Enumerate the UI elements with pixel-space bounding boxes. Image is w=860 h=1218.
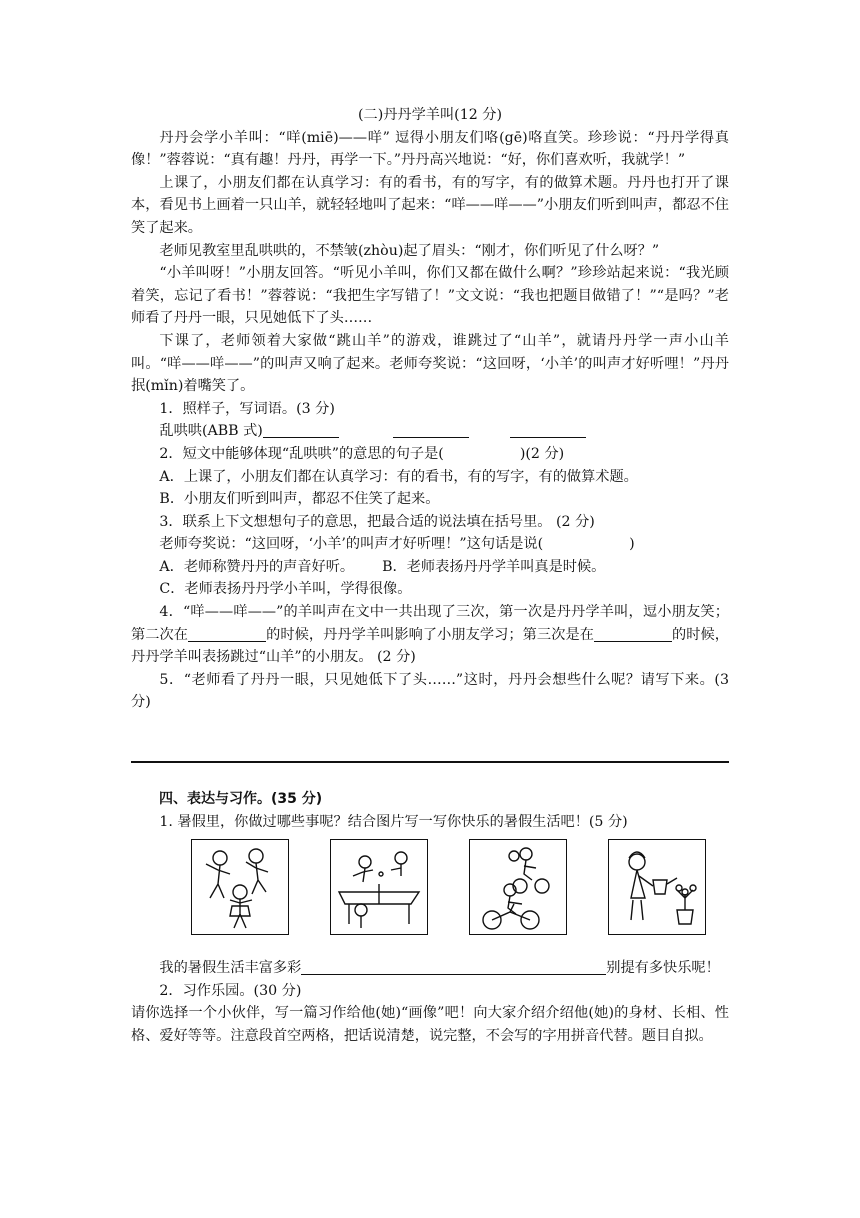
- question-3-close-paren: ): [629, 536, 635, 553]
- question-3-option-b[interactable]: B．老师表扬丹丹学羊叫真是时候。: [382, 558, 606, 575]
- section-divider: [131, 761, 729, 763]
- writing-question-2-text: 请你选择一个小伙伴，写一篇习作给他(她)“画像”吧！向大家介绍介绍他(她)的身材、长相、性格、爱好等等。注意段首空两格，把话说清楚，说完整，不会写的字用拼音代替。题目自拟。: [131, 1005, 729, 1044]
- answer-blank-1[interactable]: [263, 421, 339, 438]
- question-4: [131, 601, 729, 669]
- answer-blank-2[interactable]: [393, 421, 469, 438]
- passage-paragraph-5: 下课了，老师领着大家做“跳山羊”的游戏，谁跳过了“山羊”，就请丹丹学一声小山羊叫。“咩——咩——”的叫声又响了起来。老师夸奖说：“这回呀，‘小羊’的叫声才好听哩！”丹丹抿(mǐn)着嘴笑了。: [131, 332, 729, 395]
- question-4-part-3: 的时候，丹丹学羊叫表扬跳过“山羊”的小朋友。 (2 分): [131, 626, 729, 666]
- question-3-stem: 3．联系上下文想想句子的意思，把最合适的说法填在括号里。 (2 分): [159, 513, 595, 530]
- question-5: 5．“老师看了丹丹一眼，只见她低下了头……”这时，丹丹会想些什么呢？请写下来。(3 分): [131, 671, 729, 711]
- question-3-option-c[interactable]: C．老师表扬丹丹学小羊叫，学得很像。: [159, 581, 412, 598]
- passage-paragraph-3: 老师见教室里乱哄哄的，不禁皱(zhòu)起了眉头：“刚才，你们听见了什么呀？”: [159, 242, 660, 259]
- answer-blank-3[interactable]: [510, 421, 586, 438]
- answer-blank-sentence[interactable]: [301, 958, 606, 975]
- passage-title: (二)丹丹学羊叫(12 分): [357, 107, 503, 123]
- writing-section: [131, 788, 729, 1048]
- reading-section: [131, 104, 729, 714]
- question-2-stem: [131, 443, 729, 466]
- question-4-part-2: 的时候，丹丹学羊叫影响了小朋友学习；第三次是在: [266, 626, 594, 643]
- question-2-score: )(2 分): [519, 445, 565, 462]
- writing-question-1: 1. 暑假里，你做过哪些事呢？结合图片写一写你快乐的暑假生活吧！(5 分): [159, 813, 628, 830]
- question-1-line: [131, 420, 729, 443]
- sentence-start: 我的暑假生活丰富多彩: [159, 960, 302, 977]
- passage-paragraph-1: 丹丹会学小羊叫：“咩(miē)——咩” 逗得小朋友们咯(gē)咯直笑。珍珍说：“丹丹学得真像！”蓉蓉说：“真有趣！丹丹，再学一下。”丹丹高兴地说：“好，你们喜欢听，我就学！”: [131, 129, 729, 169]
- sentence-end: 别提有多快乐呢！: [606, 960, 720, 977]
- question-2-text: 2．短文中能够体现“乱哄哄”的意思的句子是(: [159, 445, 444, 462]
- section-4-heading: 四、表达与习作。(35 分): [159, 791, 323, 807]
- writing-sentence: [131, 957, 729, 980]
- question-4-part-1: 4．“咩——咩——”的羊叫声在文中一共出现了三次，第一次是丹丹学羊叫，逗小朋友笑；第二次在: [131, 604, 729, 643]
- question-1-example: 乱哄哄(ABB 式): [159, 423, 263, 440]
- passage-paragraph-4: “小羊叫呀！”小朋友回答。“听见小羊叫，你们又都在做什么啊？”珍珍站起来说：“我光顾着笑，忘记了看书！”蓉蓉说：“我把生字写错了！”文文说：“我也把题目做错了！”“是吗？”老师看了丹丹一眼，只见她低下了头……: [131, 265, 729, 327]
- question-3-options-ab: [131, 556, 729, 579]
- question-2-option-a[interactable]: A．上课了，小朋友们都在认真学习：有的看书，有的写字，有的做算术题。: [159, 468, 638, 485]
- question-3-quote: [131, 533, 729, 556]
- picture-row: [131, 839, 729, 951]
- question-3-option-a[interactable]: A．老师称赞丹丹的声音好听。: [159, 558, 355, 575]
- question-2-option-b[interactable]: B．小朋友们听到叫声，都忍不住笑了起来。: [159, 491, 440, 508]
- answer-blank-4a[interactable]: [188, 625, 266, 642]
- passage-paragraph-2: 上课了，小朋友们都在认真学习：有的看书，有的写字，有的做算术题。丹丹也打开了课本，看见书上画着一只山羊，就轻轻地叫了起来：“咩——咩——”小朋友们听到叫声，都忍不住笑了起来。: [131, 174, 729, 236]
- table-tennis-icon: [330, 839, 428, 935]
- question-1-stem: 1．照样子，写词语。(3 分): [159, 400, 335, 417]
- children-playing-icon: [191, 839, 289, 935]
- cycling-icon: [469, 839, 567, 935]
- writing-question-2: 2．习作乐园。(30 分): [159, 982, 302, 999]
- answer-blank-4b[interactable]: [594, 625, 672, 642]
- watering-flowers-icon: [608, 839, 706, 935]
- question-3-quote-text: 老师夸奖说：“这回呀，‘小羊’的叫声才好听哩！”这句话是说(: [159, 536, 544, 553]
